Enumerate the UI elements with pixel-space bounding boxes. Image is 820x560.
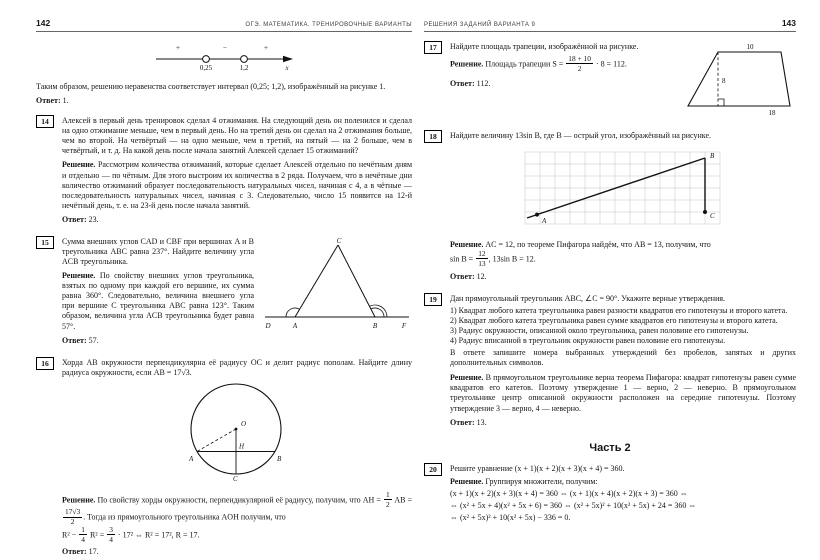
sign-left: + [176, 44, 180, 52]
height-label: 8 [722, 77, 726, 85]
solution-label: Решение. [450, 476, 484, 486]
grid-angle-figure [450, 148, 796, 233]
problem-19-options [450, 306, 796, 346]
fraction-12-13: $\frac{12}{13}$ [478, 249, 486, 268]
side-ac [295, 245, 338, 317]
problem-17-solution [450, 55, 676, 73]
solution-label: Решение. [450, 240, 484, 250]
problem-17 [424, 40, 796, 121]
page-right [424, 18, 796, 525]
center-dot [235, 427, 238, 430]
axis-label: x [285, 64, 289, 72]
fraction-1-2: $\frac{1}{2}$ [385, 489, 390, 509]
problem-18-answer [450, 272, 796, 282]
answer-value: 13. [476, 417, 487, 427]
solution-intro-text: Группируя множители, получим: [485, 476, 598, 486]
problem-14-body [62, 114, 412, 227]
point-h-label: H [239, 442, 245, 451]
vertex-a-label: A [292, 321, 298, 330]
solution-text-1: Площадь трапеции S = [485, 59, 566, 69]
problem-15-answer [62, 336, 254, 346]
vertex-c-label: C [336, 236, 342, 245]
point-c-label: C [710, 212, 715, 221]
answer-label: Ответ: [450, 417, 475, 427]
answer-value: 57. [88, 335, 99, 345]
answer-value: 112. [476, 78, 491, 88]
problem-18-statement: Найдите величину 13sin B, где B — острый угол, изображённый на рисунке. [450, 131, 712, 140]
answer-value: 23. [88, 214, 99, 224]
page-number-left: 142 [36, 18, 51, 28]
fraction-17sqrt3-2: $\frac{17√3}{2}$ [65, 507, 81, 527]
part-2-heading: Часть 2 [589, 441, 631, 454]
problem-18-body [450, 129, 796, 284]
problem-18 [424, 129, 796, 284]
point-a-label: A [189, 454, 194, 463]
problem-15-solution [62, 271, 254, 331]
solution-text-2: · 8 = 112. [593, 59, 627, 69]
intro-paragraph: Таким образом, решению неравенства соответствует интервал (0,25; 1,2), изображённый на рисунке 1. [36, 82, 386, 91]
problem-20-solution-intro [450, 477, 796, 487]
answer-label: Ответ: [62, 547, 87, 557]
circle-chord-figure [62, 382, 412, 487]
problem-19-number: 19 [424, 293, 442, 306]
vertex-b-label: B [372, 321, 378, 330]
intro-answer [36, 96, 412, 106]
problem-16-statement: Хорда AB окружности перпендикулярна её радиусу OC и делит радиус пополам. Найдите длину радиуса окружности, если AB = 17√3. [62, 357, 412, 377]
problem-19 [424, 292, 796, 430]
option-1: 1) Квадрат любого катета треугольника равен разности квадратов его гипотенузы и второго катета. [450, 305, 788, 315]
solution-label: Решение. [62, 271, 96, 281]
page-number-right: 143 [781, 18, 796, 28]
problem-14-number: 14 [36, 115, 54, 128]
problem-15-statement: Сумма внешних углов CAD и CBF при вершинах A и B треугольника ABC равна 237°. Найдите величину угла ACB треугольника. [62, 236, 254, 267]
problem-17-body [450, 40, 796, 121]
fraction-28-2: $\frac{18 + 10}{2}$ [568, 54, 591, 73]
problem-18-number: 18 [424, 130, 442, 143]
solution-text: Рассмотрим количества отжиманий, которые сделает Алексей отдельно по нечётным дням и отдельно — по чётным. Для этого выстроим их количества в 2 ряда. Получаем, что в нечётные дни количество отжиманий образует последовательность натуральных чисел, начиная с 4, а в чётные — последовательность натуральных чисел, начиная с 3. Следовательно, число 15 появится на 12-й нечётный день, т. е. на 23-й день после начала занятий. [62, 160, 413, 210]
point-b-label: B [710, 152, 715, 161]
solution-text-2: AB = [394, 495, 413, 505]
equation-line-1: (x + 1)(x + 2)(x + 3)(x + 4) = 360 ⇔ (x + 1)(x + 4)(x + 2)(x + 3) = 360 ⇔ [450, 488, 688, 498]
bottom-side-label: 18 [768, 109, 776, 116]
solution-text-1: AC = 12, по теореме Пифагора найдём, что AB = 13, получим, что [485, 240, 711, 250]
grid-svg [523, 148, 723, 228]
problem-19-body [450, 292, 796, 430]
problem-17-number: 17 [424, 41, 442, 54]
exterior-angles-figure [262, 235, 412, 348]
sign-mid: − [223, 44, 227, 52]
problem-16-number: 16 [36, 357, 54, 370]
problem-15-number: 15 [36, 236, 54, 249]
top-side-label: 10 [746, 43, 754, 51]
trapezoid-svg [684, 40, 796, 116]
problem-20-body [450, 462, 796, 525]
solution-text-6: · 17² ⇔ R² = 17², R = 17. [115, 530, 200, 540]
option-2: 2) Квадрат любого катета треугольника равен сумме квадратов его гипотенузы и второго катета. [450, 315, 778, 325]
problem-18-solution [450, 240, 796, 268]
axis-arrow-icon [283, 56, 293, 62]
solution-text-3: , 13sin B = 12. [488, 254, 536, 264]
problem-19-note: В ответе запишите номера выбранных утверждений без пробелов, запятых и других дополнительных символов. [450, 348, 796, 368]
answer-label: Ответ: [62, 335, 87, 345]
problem-14 [36, 114, 412, 227]
point-b-label: B [277, 454, 282, 463]
point-a-dot [535, 213, 539, 217]
problem-19-answer [450, 418, 796, 428]
open-point-2 [241, 56, 248, 63]
problem-20 [424, 462, 796, 525]
page-right-header [424, 18, 796, 32]
point-d-label: D [265, 321, 271, 330]
solution-text: В прямоугольном треугольнике верна теорема Пифагора: квадрат гипотенузы равен сумме квадратов его катетов. Поэтому утверждение 1 — верно, 2 — неверно. В прямоугольном треугольнике центр описанной окружности расположен на середине гипотенузы. Поэтому утверждение 3 — верно, 4 — неверно. [450, 373, 796, 413]
answer-label: Ответ: [36, 96, 61, 106]
option-4: 4) Радиус вписанной в треугольник окружности равен половине его гипотенузы. [450, 336, 726, 346]
page-left-header [36, 18, 412, 32]
numberline-svg [144, 37, 304, 73]
problem-20-statement: Решите уравнение (x + 1)(x + 2)(x + 3)(x + 4) = 360. [450, 463, 625, 473]
solution-text-5: R² = [89, 530, 107, 540]
problem-16-body [62, 356, 412, 560]
answer-label: Ответ: [450, 271, 475, 281]
answer-label: Ответ: [62, 214, 87, 224]
fraction-1-4: $\frac{1}{4}$ [81, 524, 85, 544]
equation-line-3: ⇔ (x² + 5x)² + 10(x² + 5x) − 336 = 0. [450, 513, 571, 523]
right-angle-mark [718, 99, 724, 106]
problem-16-solution [62, 491, 412, 544]
running-title-right: РЕШЕНИЯ ЗАДАНИЙ ВАРИАНТА 9 [424, 22, 536, 28]
problem-17-text [450, 40, 684, 121]
solution-text-2: sin B = [450, 254, 476, 264]
answer-value: 17. [88, 547, 99, 557]
point-a-label: A [542, 217, 547, 226]
solution-label: Решение. [62, 495, 96, 505]
problem-19-statement: Дан прямоугольный треугольник ABC, ∠C = 90°. Укажите верные утверждения. [450, 293, 726, 303]
equation-line-2: ⇔ (x² + 5x + 4)(x² + 5x + 6) = 360 ⇔ (x² + 5x)² + 10(x² + 5x) + 24 = 360 ⇔ [450, 500, 697, 510]
solution-text-3: . Тогда из прямоугольного треугольника AOH получим, что [83, 513, 286, 523]
point1-label: 0,25 [199, 64, 213, 72]
solution-label: Решение. [62, 160, 96, 170]
problem-15 [36, 235, 412, 348]
option-3: 3) Радиус окружности, описанной около треугольника, равен половине его гипотенузы. [450, 326, 749, 335]
problem-16 [36, 356, 412, 560]
solution-label: Решение. [450, 59, 484, 69]
trapezoid-figure [684, 40, 796, 121]
solution-text: По свойству внешних углов треугольника, взятых по одному при каждой его вершине, их сумма равна 360°. Следовательно, величина внешнего угла при вершине C треугольника ABC равна 123°. Таким образом, величина угла ACB треугольника будет равна 57°. [62, 271, 255, 331]
answer-value: 1. [62, 96, 69, 106]
problem-15-text [62, 235, 262, 348]
problem-19-solution [450, 373, 796, 413]
problem-14-statement: Алексей в первый день тренировок сделал 4 отжимания. На следующий день он поленился и сделал на одно отжимание меньше, чем в первый день. Но на третий день он сделал на 2 отжимания больше, чем во второй. На четвёртый — на одно меньше, чем в третий, на пятый — на 2 больше, чем в четвёртый, и т. д. На какой день после начала занятий Алексей сделает 15 отжиманий? [62, 116, 412, 156]
solution-text-1: По свойству хорды окружности, перпендикулярной её радиусу, получим, что AH = [97, 495, 383, 505]
solution-text-4: R² − [62, 530, 79, 540]
open-point-1 [203, 56, 210, 63]
sign-right: + [264, 44, 268, 52]
problem-14-solution [62, 160, 412, 210]
answer-label: Ответ: [450, 78, 475, 88]
point2-label: 1,2 [239, 64, 249, 72]
problem-14-answer [62, 215, 412, 225]
segment-oa-dashed [197, 429, 236, 452]
answer-value: 12. [476, 271, 487, 281]
triangle-svg [262, 235, 412, 331]
problem-15-body [62, 235, 412, 348]
problem-17-statement: Найдите площадь трапеции, изображённой на рисунке. [450, 42, 639, 51]
trapezoid-outline [688, 52, 790, 106]
problem-17-answer [450, 79, 676, 89]
problem-20-number: 20 [424, 463, 442, 476]
page-left [36, 18, 412, 560]
numberline-figure [36, 37, 412, 78]
point-c-dot [703, 210, 707, 214]
circle-svg [179, 382, 295, 482]
solution-label: Решение. [450, 373, 484, 383]
running-title-left: ОГЭ. МАТЕМАТИКА. ТРЕНИРОВОЧНЫЕ ВАРИАНТЫ [245, 22, 412, 28]
fraction-3-4: $\frac{3}{4}$ [109, 524, 113, 544]
point-f-label: F [401, 321, 407, 330]
center-o-label: O [241, 419, 247, 428]
point-c-label: C [233, 474, 238, 482]
